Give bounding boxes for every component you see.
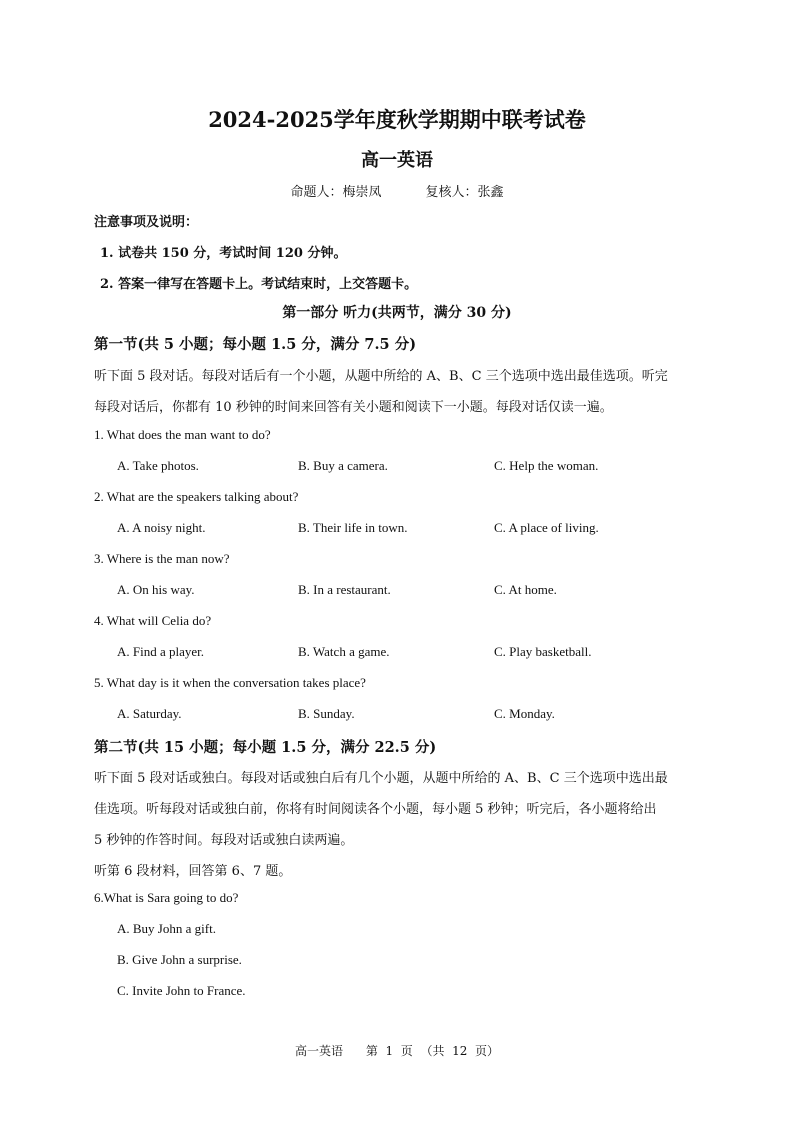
q3-option-b: B. In a restaurant. — [298, 582, 391, 597]
q1-option-a: A. Take photos. — [117, 458, 199, 473]
question-1: 1. What does the man want to do? — [94, 427, 271, 442]
part1-title: 第一部分 听力(共两节，满分 30 分) — [282, 305, 512, 321]
q6-option-a: A. Buy John a gift. — [117, 921, 216, 936]
q5-option-b: B. Sunday. — [298, 706, 355, 721]
notes-heading: 注意事项及说明： — [94, 215, 199, 230]
note-item-2: 2. 答案一律写在答题卡上。考试结束时，上交答题卡。 — [100, 277, 418, 292]
setter-name: 命题人：梅崇凤 — [290, 185, 382, 200]
q5-option-a: A. Saturday. — [117, 706, 182, 721]
exam-subject: 高一英语 — [361, 150, 433, 171]
section1-title: 第一节(共 5 小题；每小题 1.5 分，满分 7.5 分) — [94, 336, 417, 353]
q6-option-c: C. Invite John to France. — [117, 983, 246, 998]
q4-option-b: B. Watch a game. — [298, 644, 390, 659]
question-4: 4. What will Celia do? — [94, 613, 212, 628]
question-5: 5. What day is it when the conversation takes place? — [94, 675, 366, 690]
question-3: 3. Where is the man now? — [94, 551, 230, 566]
q2-option-a: A. A noisy night. — [117, 520, 206, 535]
exam-title: 2024-2025学年度秋学期期中联考试卷 — [208, 107, 586, 132]
section2-title: 第二节(共 15 小题；每小题 1.5 分，满分 22.5 分) — [94, 739, 437, 756]
q4-option-a: A. Find a player. — [117, 644, 205, 659]
q2-option-c: C. A place of living. — [494, 520, 599, 535]
note-item-1: 1. 试卷共 150 分，考试时间 120 分钟。 — [100, 246, 347, 261]
q2-option-b: B. Their life in town. — [298, 520, 408, 535]
section1-instructions-line1: 听下面 5 段对话。每段对话后有一个小题，从题中所给的 A、B、C 三个选项中选出最佳选项。听完 — [94, 369, 668, 384]
question-2: 2. What are the speakers talking about? — [94, 489, 299, 504]
reviewer-name: 复核人：张鑫 — [425, 185, 504, 200]
q1-option-b: B. Buy a camera. — [298, 458, 388, 473]
question-6: 6.What is Sara going to do? — [94, 890, 239, 905]
q6-option-b: B. Give John a surprise. — [117, 952, 242, 967]
q3-option-a: A. On his way. — [117, 582, 195, 597]
material-6-note: 听第 6 段材料，回答第 6、7 题。 — [94, 864, 292, 879]
q5-option-c: C. Monday. — [494, 706, 555, 721]
section2-instructions-line2: 佳选项。听每段对话或独白前，你将有时间阅读各个小题，每小题 5 秒钟；听完后，各小题将给出 — [94, 802, 657, 817]
q3-option-c: C. At home. — [494, 582, 557, 597]
section1-instructions-line2: 每段对话后，你都有 10 秒钟的时间来回答有关小题和阅读下一小题。每段对话仅读一遍。 — [94, 400, 613, 415]
page-footer: 高一英语 第 1 页 （共 12 页） — [295, 1044, 499, 1058]
section2-instructions-line3: 5 秒钟的作答时间。每段对话或独白读两遍。 — [94, 833, 354, 848]
section2-instructions-line1: 听下面 5 段对话或独白。每段对话或独白后有几个小题，从题中所给的 A、B、C 三个选项中选出最 — [94, 771, 668, 786]
q1-option-c: C. Help the woman. — [494, 458, 599, 473]
authors-line — [0, 181, 794, 200]
q4-option-c: C. Play basketball. — [494, 644, 592, 659]
